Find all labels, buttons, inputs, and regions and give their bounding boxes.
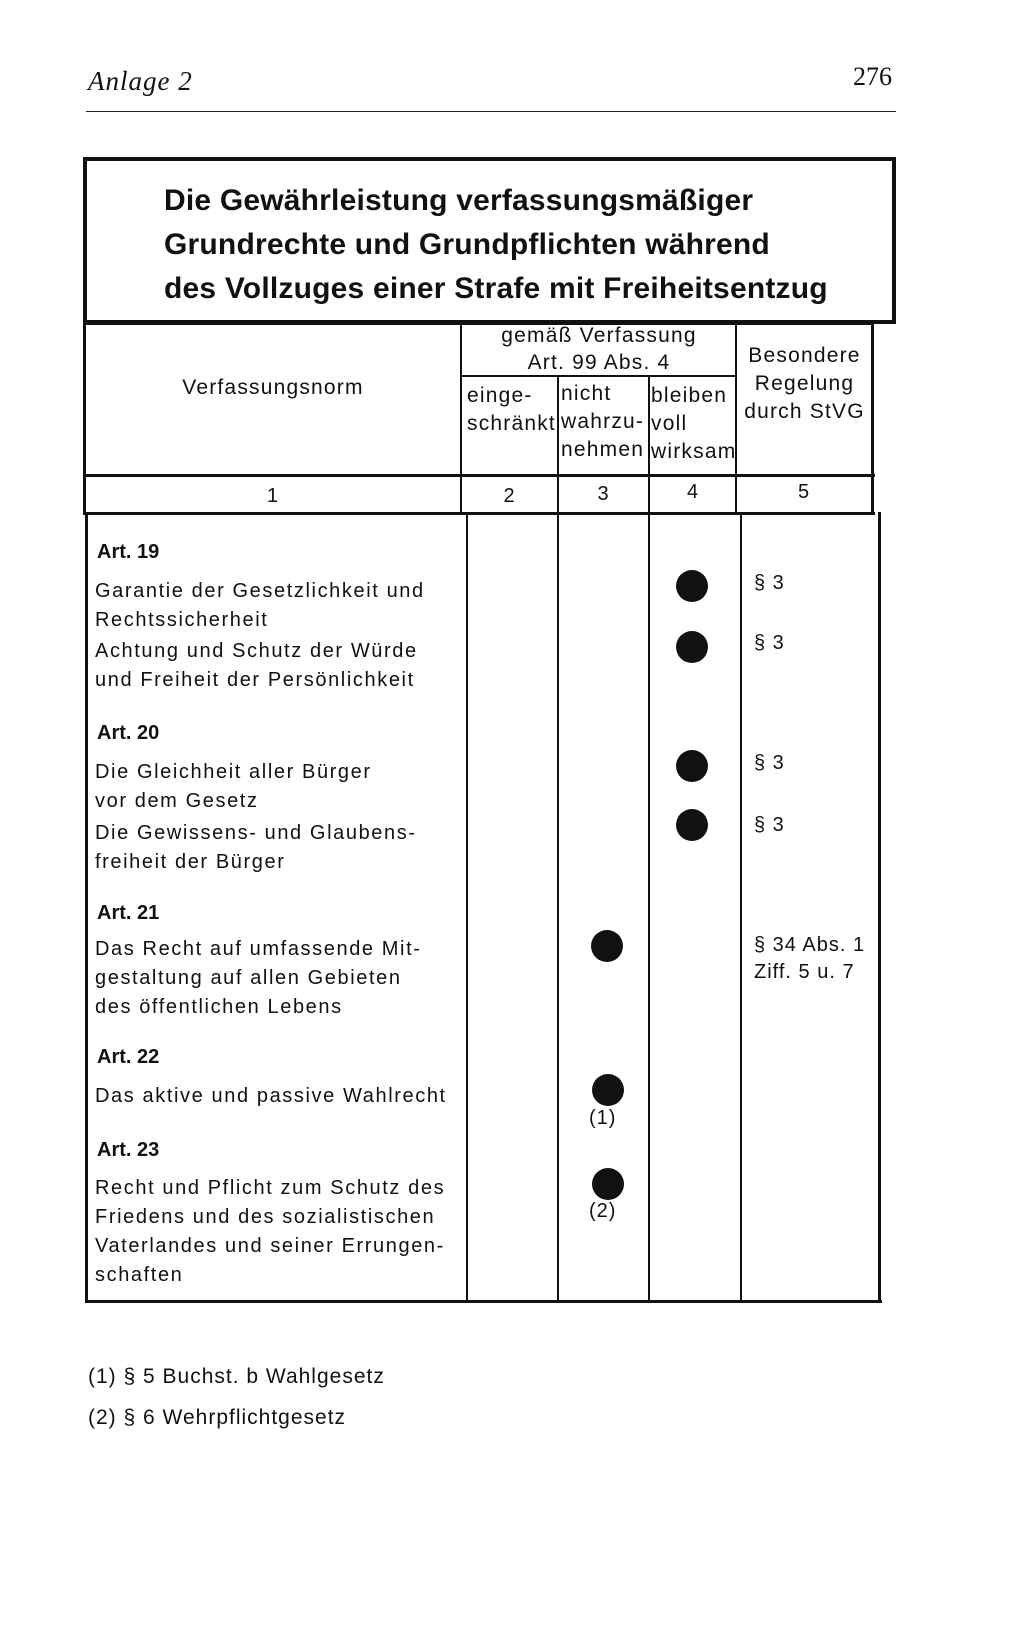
header-bleiben-voll-wirksam — [651, 382, 737, 466]
header-norm: Verfassungsnorm — [182, 376, 364, 399]
header-rule — [86, 111, 896, 112]
article-23-item-1-line-2: Friedens und des sozialistischen — [95, 1206, 436, 1228]
footnote-ref-2: (2) — [589, 1200, 617, 1222]
marker-dot — [591, 930, 623, 962]
title-line-2: Grundrechte und Grundpflichten während — [164, 228, 770, 261]
header-eingeschraenkt — [467, 382, 557, 438]
header-sub3-line-3: wirksam — [651, 440, 737, 463]
rights-table — [83, 322, 905, 1342]
regelung-line-2: Ziff. 5 u. 7 — [754, 961, 855, 983]
header-sub1-line-1: einge- — [467, 384, 533, 407]
header-sub2-line-3: nehmen — [561, 438, 645, 461]
article-22-item-1-line-1: Das aktive und passive Wahlrecht — [95, 1085, 447, 1107]
title-line-3: des Vollzuges einer Strafe mit Freiheitsentzug — [164, 272, 828, 305]
header-sub3-line-2: voll — [651, 412, 688, 435]
header-special-line-1: Besondere — [748, 344, 861, 367]
article-20-item-2 — [95, 819, 475, 877]
table-title — [164, 179, 884, 311]
rule-bottom — [85, 1300, 882, 1303]
regelung-paragraph: § 3 — [754, 632, 785, 654]
header-group-line-1: gemäß Verfassung — [501, 324, 697, 347]
article-21-item-1-line-3: des öffentlichen Lebens — [95, 996, 343, 1018]
header-sub2-line-1: nicht — [561, 382, 612, 405]
article-21-label: Art. 21 — [97, 902, 160, 924]
header-nicht-wahrzunehmen — [561, 380, 649, 464]
column-number-1: 1 — [266, 485, 280, 507]
header-special-line-2: Regelung — [754, 372, 855, 395]
column-number-2: 2 — [503, 485, 516, 507]
footnote-ref-1: (1) — [589, 1107, 617, 1129]
header-sub1-line-2: schränkt — [467, 412, 556, 435]
rule-head-bottom — [83, 474, 875, 477]
marker-dot — [676, 809, 708, 841]
footnote-1: (1) § 5 Buchst. b Wahlgesetz — [88, 1365, 385, 1388]
rule-left-body — [85, 512, 88, 1303]
header-sub3-line-1: bleiben — [651, 384, 728, 407]
regelung-paragraph: § 3 — [754, 752, 785, 774]
regelung-line-1: § 34 Abs. 1 — [754, 934, 866, 956]
article-19-item-2 — [95, 637, 475, 695]
article-23-item-1-line-4: schaften — [95, 1264, 184, 1286]
header-group-line-2: Art. 99 Abs. 4 — [527, 351, 671, 374]
article-21-item-1 — [95, 935, 475, 1022]
article-23-item-1 — [95, 1174, 495, 1290]
title-box — [83, 157, 896, 324]
article-20-item-1-line-1: Die Gleichheit aller Bürger — [95, 761, 372, 783]
rule-col4-body — [740, 512, 742, 1302]
article-19-item-1 — [95, 577, 475, 635]
regelung-paragraph: § 3 — [754, 572, 785, 594]
article-21-item-1-line-2: gestaltung auf allen Gebieten — [95, 967, 402, 989]
column-number-4: 4 — [686, 481, 700, 503]
column-number-5: 5 — [797, 481, 811, 503]
article-19-item-1-line-1: Garantie der Gesetzlichkeit und — [95, 580, 425, 602]
article-20-item-2-line-1: Die Gewissens- und Glaubens- — [95, 822, 417, 844]
article-22-label: Art. 22 — [97, 1046, 160, 1068]
marker-dot — [592, 1168, 624, 1200]
article-20-item-2-line-2: freiheit der Bürger — [95, 851, 286, 873]
footnote-2: (2) § 6 Wehrpflichtgesetz — [88, 1406, 347, 1429]
marker-dot — [592, 1074, 624, 1106]
article-23-label: Art. 23 — [97, 1139, 160, 1161]
rule-right-head — [871, 322, 874, 514]
article-19-item-2-line-2: und Freiheit der Persönlichkeit — [95, 669, 415, 691]
article-20-label: Art. 20 — [97, 722, 160, 744]
article-19-item-2-line-1: Achtung und Schutz der Würde — [95, 640, 418, 662]
marker-dot — [676, 570, 708, 602]
article-22-item-1 — [95, 1082, 495, 1111]
marker-dot — [676, 750, 708, 782]
article-23-item-1-line-3: Vaterlandes und seiner Errungen- — [95, 1235, 445, 1257]
rule-numbers-bottom — [83, 512, 875, 515]
header-group — [463, 322, 735, 376]
rule-col3 — [648, 376, 650, 1302]
header-besondere-regelung — [738, 342, 871, 426]
column-number-3: 3 — [597, 483, 610, 505]
article-19-label: Art. 19 — [97, 541, 160, 563]
header-sub2-line-2: wahrzu- — [561, 410, 645, 433]
regelung-paragraph: § 3 — [754, 814, 785, 836]
article-20-item-1-line-2: vor dem Gesetz — [95, 790, 259, 812]
article-21-item-1-line-1: Das Recht auf umfassende Mit- — [95, 938, 422, 960]
rule-right-body — [878, 512, 881, 1303]
regelung-paragraph — [754, 932, 865, 986]
article-23-item-1-line-1: Recht und Pflicht zum Schutz des — [95, 1177, 446, 1199]
marker-dot — [676, 631, 708, 663]
running-header: Anlage 2 — [88, 66, 193, 96]
article-19-item-1-line-2: Rechtssicherheit — [95, 609, 269, 631]
page-number: 276 — [853, 62, 892, 91]
article-20-item-1 — [95, 758, 475, 816]
rule-col2 — [557, 376, 559, 1302]
header-special-line-3: durch StVG — [744, 400, 865, 423]
title-line-1: Die Gewährleistung verfassungsmäßiger — [164, 184, 754, 217]
